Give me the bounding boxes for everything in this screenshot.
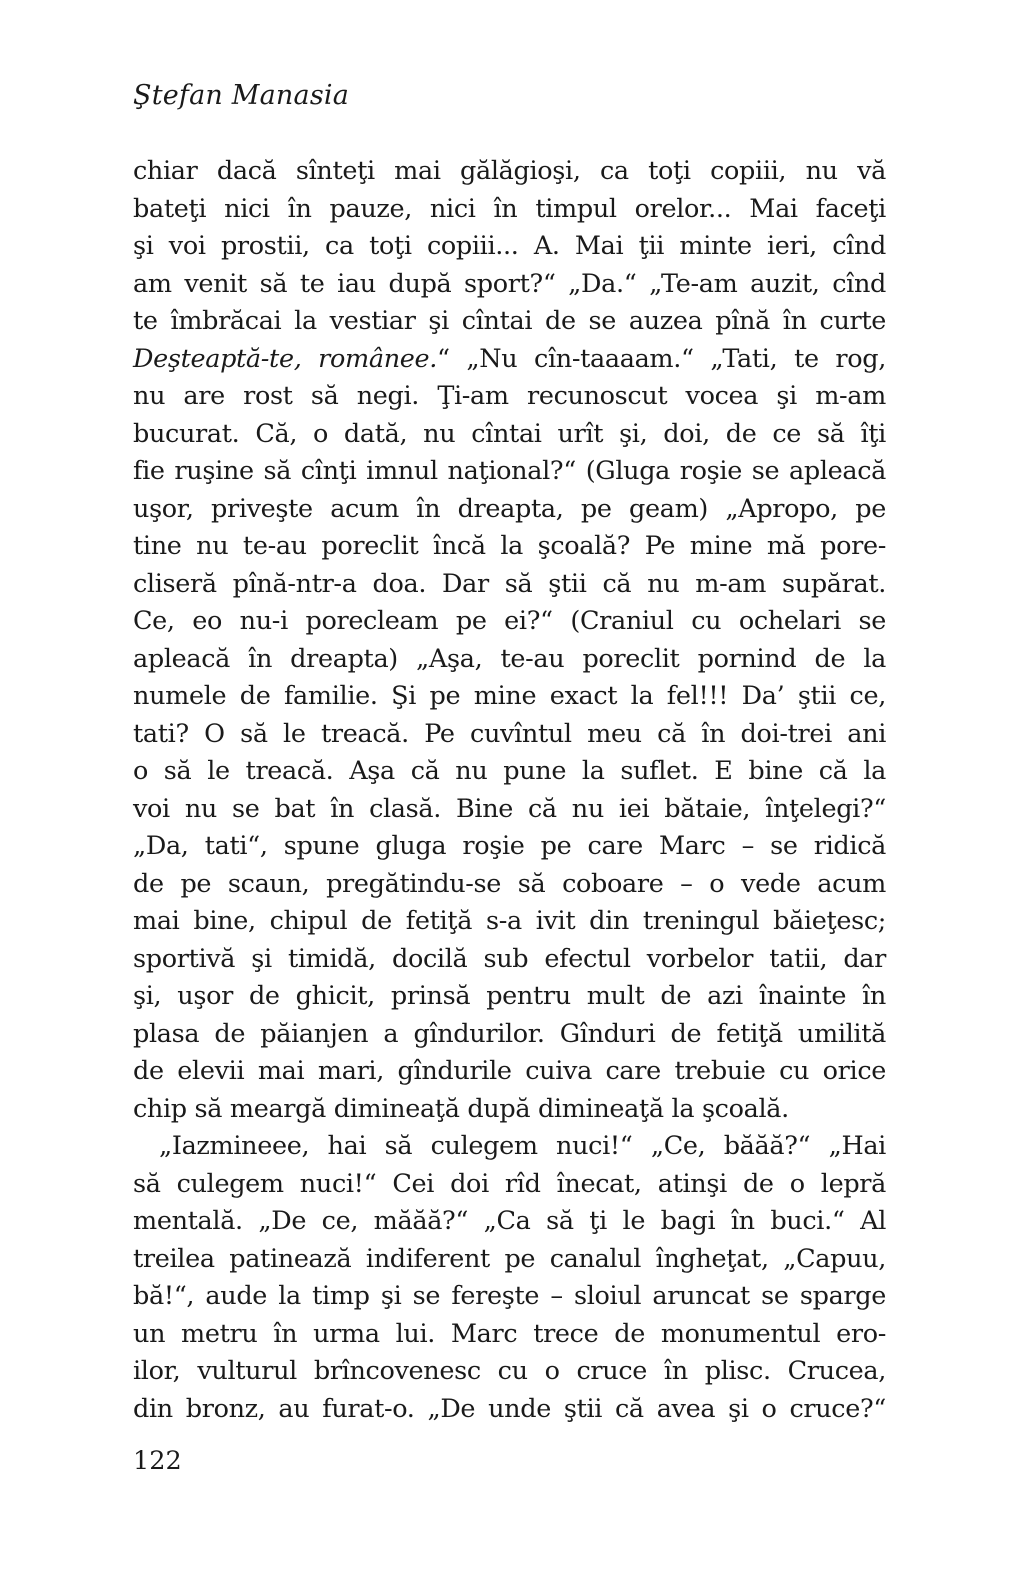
- text-line: tati? O să le treacă. Pe cuvîntul meu că în doi-trei ani: [133, 718, 886, 749]
- text-line: uşor, priveşte acum în dreapta, pe geam) „Apropo, pe: [133, 493, 886, 524]
- text-line: nu are rost să negi. Ţi-am recunoscut vocea şi m-am: [133, 381, 886, 411]
- text-line: chiar dacă sînteţi mai gălăgioşi, ca toţi copiii, nu vă: [133, 156, 886, 186]
- text-line: apleacă în dreapta) „Aşa, te-au poreclit pornind de la: [133, 643, 886, 674]
- text-line: Ce, eo nu-i porecleam pe ei?“ (Craniul cu ochelari se: [133, 606, 886, 636]
- body-text: [133, 153, 886, 1428]
- text-line: ilor, vulturul brîncovenesc cu o cruce în plisc. Crucea,: [133, 1356, 886, 1386]
- text-line: treilea patinează indiferent pe canalul îngheţat, „Capuu,: [133, 1243, 886, 1274]
- text-line: voi nu se bat în clasă. Bine că nu iei bătaie, înţelegi?“: [133, 793, 886, 824]
- text-line-rest: “ „Nu cîn-taaaam.“ „Tati, te rog,: [437, 343, 887, 374]
- text-line: şi voi prostii, ca toţi copiii... A. Mai ţii minte ieri, cînd: [133, 231, 886, 261]
- text-line: o să le treacă. Aşa că nu pune la suflet. E bine că la: [133, 756, 886, 786]
- italic-title: Deşteaptă-te, românee.: [133, 343, 438, 374]
- text-line: de pe scaun, pregătindu-se să coboare – o vede acum: [133, 868, 886, 899]
- text-line: de elevii mai mari, gîndurile cuiva care trebuie cu orice: [133, 1056, 886, 1086]
- text-line: să culegem nuci!“ Cei doi rîd înecat, atinşi de o lepră: [133, 1168, 886, 1199]
- text-line: şi, uşor de ghicit, prinsă pentru mult de azi înainte în: [133, 981, 886, 1011]
- text-line: bucurat. Că, o dată, nu cîntai urît şi, doi, de ce să îţi: [133, 418, 886, 449]
- text-line: te îmbrăcai la vestiar şi cîntai de se auzea pînă în curte: [133, 306, 886, 336]
- paragraph-start-line: „Iazmineee, hai să culegem nuci!“ „Ce, băăă?“ „Hai: [159, 1131, 886, 1161]
- paragraph-end-line: chip să meargă dimineaţă după dimineaţă la şcoală.: [133, 1093, 789, 1124]
- text-line: [133, 341, 886, 379]
- text-line: am venit să te iau după sport?“ „Da.“ „Te-am auzit, cînd: [133, 268, 886, 299]
- text-line: „Da, tati“, spune gluga roşie pe care Marc – se ridică: [133, 831, 886, 861]
- text-line: din bronz, au furat-o. „De unde ştii că avea şi o cruce?“: [133, 1393, 886, 1424]
- text-line: bateţi nici în pauze, nici în timpul orelor... Mai faceţi: [133, 193, 886, 224]
- page-number: 122: [133, 1446, 182, 1476]
- text-line: sportivă şi timidă, docilă sub efectul vorbelor tatii, dar: [133, 943, 886, 974]
- text-line: fie ruşine să cînţi imnul naţional?“ (Gluga roşie se apleacă: [133, 456, 886, 486]
- text-line: bă!“, aude la timp şi se fereşte – sloiul aruncat se sparge: [133, 1281, 886, 1311]
- text-line: plasa de păianjen a gîndurilor. Gînduri de fetiţă umilită: [133, 1018, 886, 1049]
- text-line: tine nu te-au poreclit încă la şcoală? Pe mine mă pore-: [133, 531, 886, 561]
- running-head: Ştefan Manasia: [133, 80, 350, 111]
- text-line: cliseră pînă-ntr-a doa. Dar să ştii că nu m-am supărat.: [133, 568, 886, 599]
- text-line: mentală. „De ce, măăă?“ „Ca să ţi le bagi în buci.“ Al: [133, 1206, 886, 1236]
- text-line: numele de familie. Şi pe mine exact la fel!!! Da’ ştii ce,: [133, 681, 886, 711]
- text-line: mai bine, chipul de fetiţă s-a ivit din treningul băieţesc;: [133, 906, 886, 936]
- text-line: un metru în urma lui. Marc trece de monumentul ero-: [133, 1318, 886, 1349]
